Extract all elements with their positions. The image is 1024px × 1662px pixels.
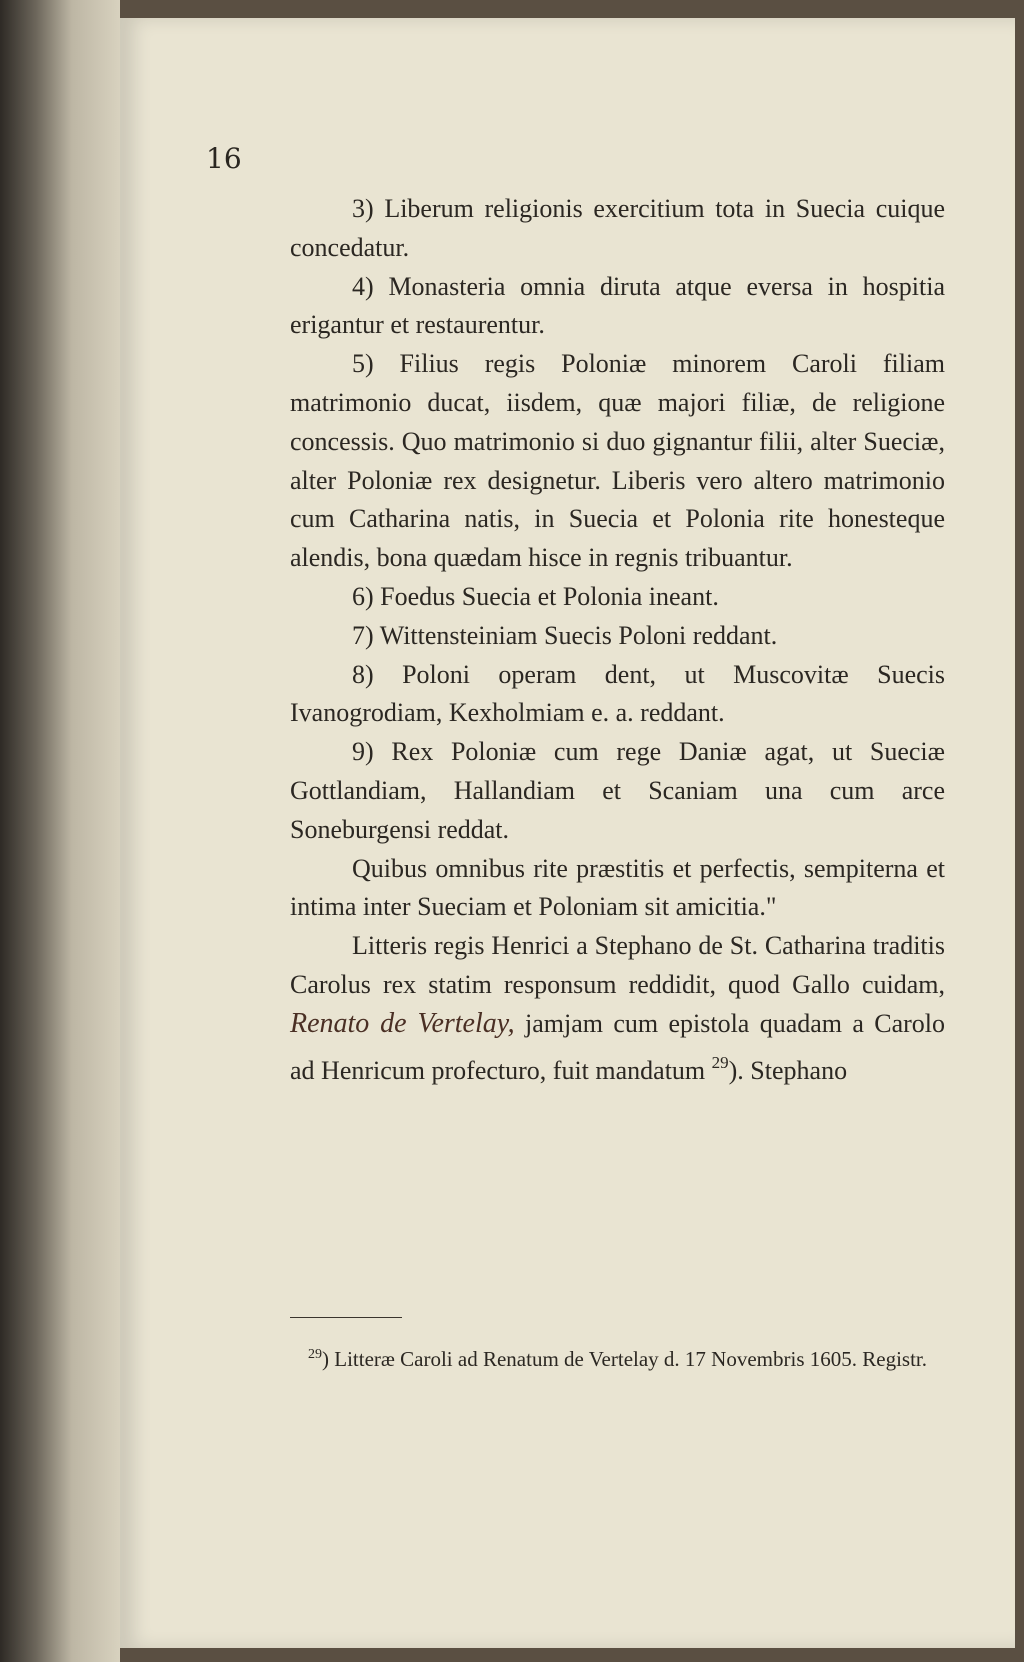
body-text <box>290 190 945 1090</box>
page-number: 16 <box>206 142 242 175</box>
book-spine <box>0 0 120 1662</box>
paragraph-4: 4) Monasteria omnia diruta atque eversa in hospitia erigantur et restaurentur. <box>290 271 945 340</box>
paragraph-9: 9) Rex Poloniæ cum rege Daniæ agat, ut Sueciæ Gottlandiam, Hallandiam et Scaniam una cum arce Soneburgensi reddat. <box>290 737 945 844</box>
paragraph-5: 5) Filius regis Poloniæ minorem Caroli filiam matrimonio ducat, iisdem, quæ majori filiæ, de religione concessis. Quo matrimonio si duo gignantur filii, alter Sueciæ, alter Poloniæ rex designetur. Liberis vero altero matrimonio cum Catharina natis, in Suecia et Polonia rite honesteque alendis, bona quædam hisce in regnis tribuantur. <box>290 349 945 573</box>
litteris-text-tail: ). Stephano <box>728 1055 848 1085</box>
footnote-text: ) Litteræ Caroli ad Renatum de Vertelay d. 17 Novembris 1605. Registr. <box>322 1347 928 1371</box>
proper-name-renato: Renato de Vertelay, <box>290 1007 515 1039</box>
paragraph-3: 3) Liberum religionis exercitium tota in Suecia cuique concedatur. <box>290 194 945 262</box>
footnote-reference: 29 <box>711 1052 729 1072</box>
litteris-text-after: jamjam cum epistola quadam a Carolo ad Henricum profecturo, fuit mandatum <box>290 1008 946 1085</box>
paragraph-quibus: Quibus omnibus rite præstitis et perfectis, sempiterna et intima inter Sueciam et Poloniam sit amicitia." <box>290 853 945 922</box>
paragraph-7: 7) Wittensteiniam Suecis Poloni reddant. <box>352 620 778 650</box>
footnote-mark: 29 <box>308 1347 322 1362</box>
paragraph-litteris <box>290 927 945 1090</box>
paragraph-6: 6) Foedus Suecia et Polonia ineant. <box>352 581 719 611</box>
litteris-text-before: Litteris regis Henrici a Stephano de St. Catharina traditis Carolus rex statim responsum reddidit, quod Gallo cuidam, <box>290 931 945 999</box>
paragraph-8: 8) Poloni operam dent, ut Muscovitæ Suecis Ivanogrodiam, Kexholmiam e. a. reddant. <box>290 659 945 728</box>
footnote-rule <box>290 1317 402 1318</box>
footnote <box>290 1340 945 1374</box>
